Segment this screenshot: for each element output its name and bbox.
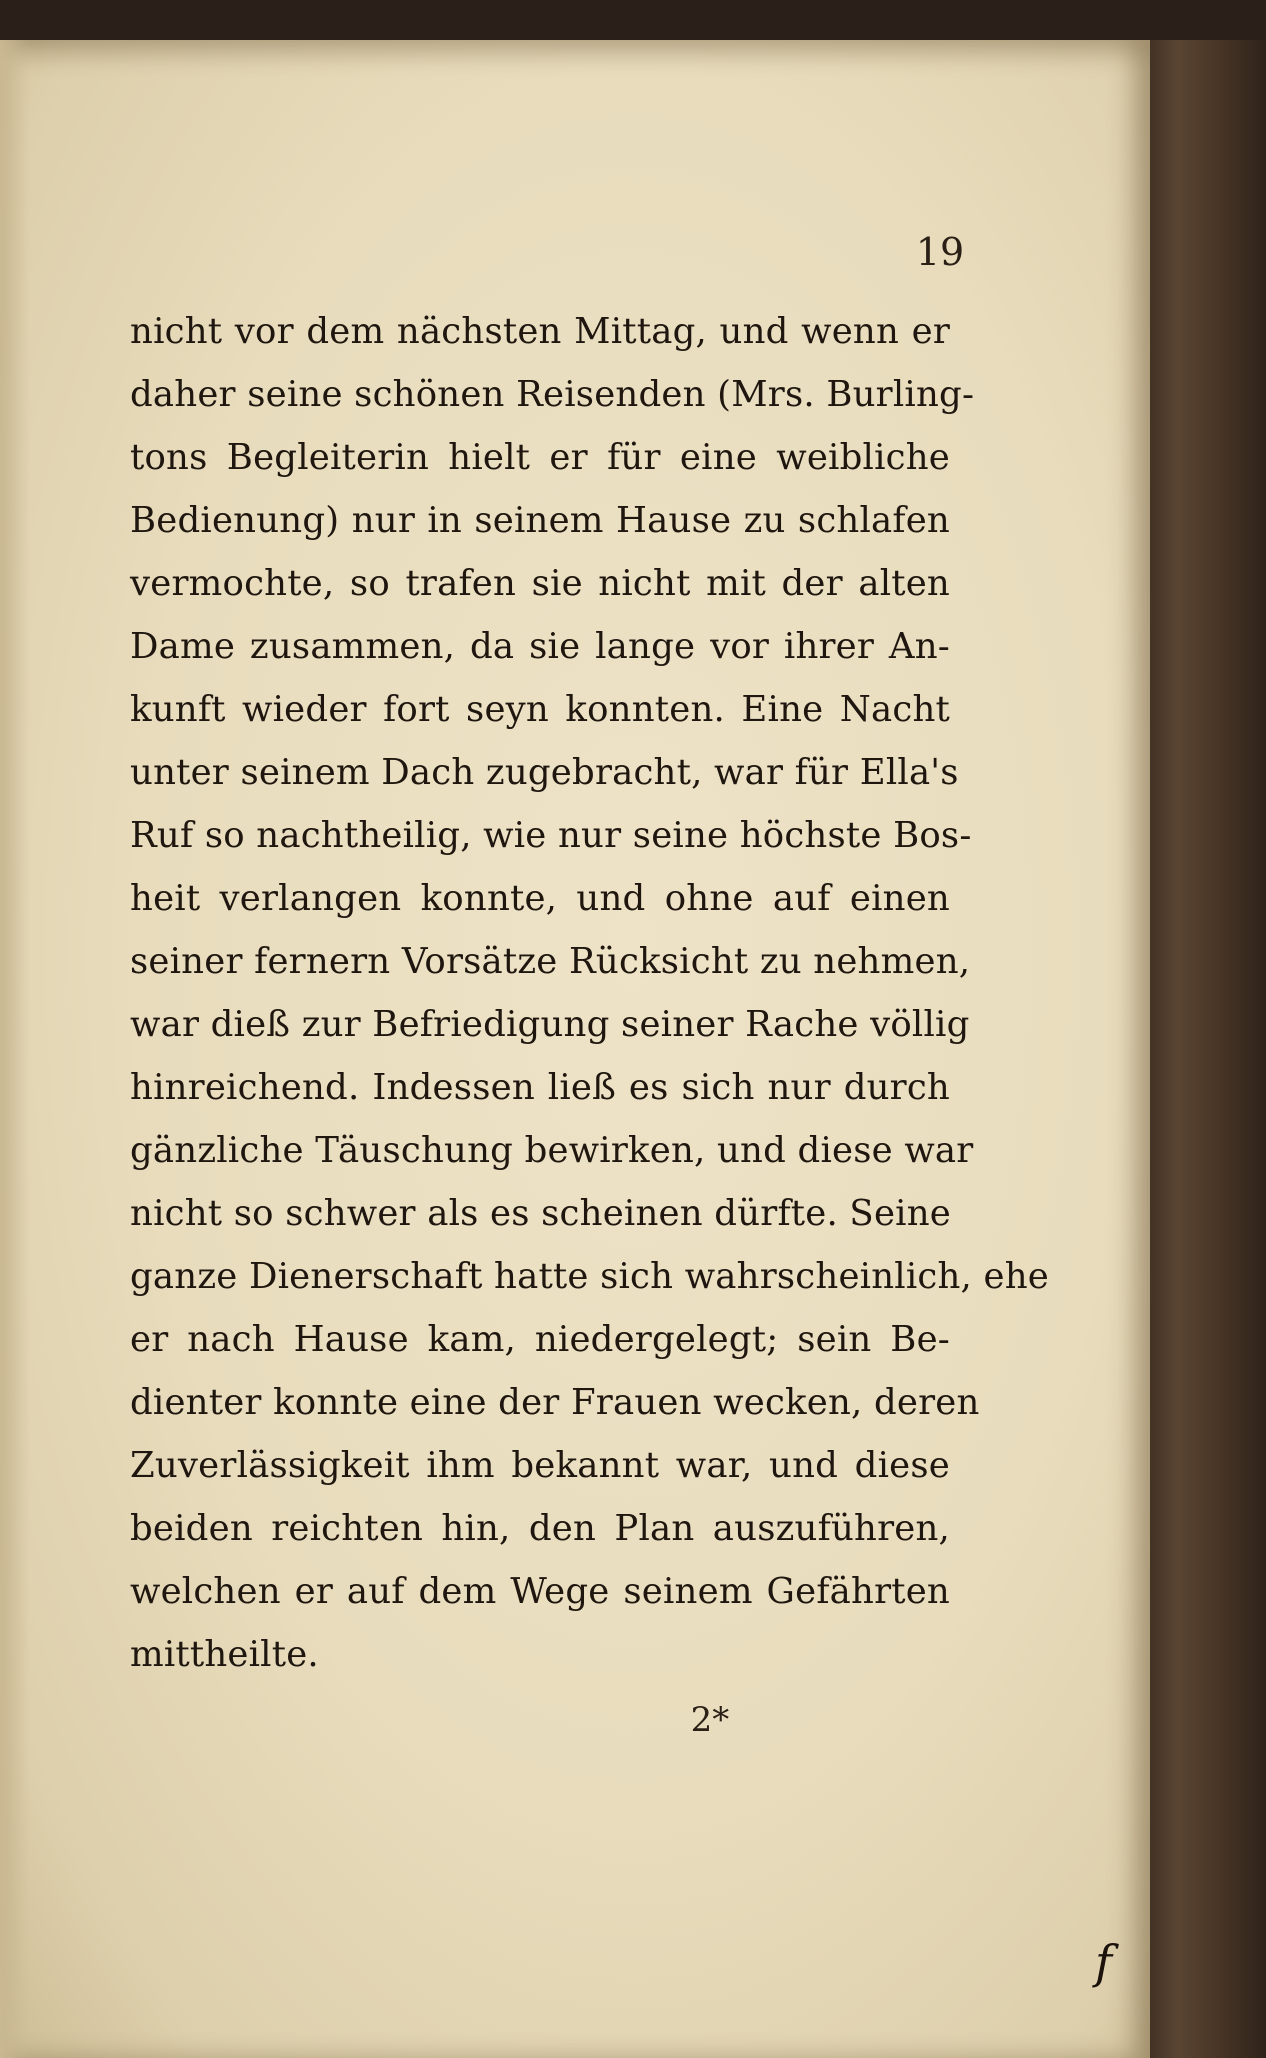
page-gutter	[0, 40, 30, 2058]
text-line: beiden reichten hin, den Plan auszuführen,	[130, 1508, 950, 1549]
text-line-last: mittheilte.	[130, 1634, 319, 1675]
text-line: tons Begleiterin hielt er für eine weibliche	[130, 437, 950, 478]
text-line: war dieß zur Befriedigung seiner Rache völlig	[130, 1004, 970, 1045]
text-line: Bedienung) nur in seinem Hause zu schlafen	[130, 500, 950, 541]
text-line: unter seinem Dach zugebracht, war für Ella's	[130, 752, 959, 793]
text-line: vermochte, so trafen sie nicht mit der alten	[130, 563, 950, 604]
text-line: Ruf so nachtheilig, wie nur seine höchste Bos-	[130, 815, 972, 856]
text-line: hinreichend. Indessen ließ es sich nur durch	[130, 1067, 950, 1108]
printer-signature: 2*	[690, 1700, 730, 1740]
text-line: Zuverlässigkeit ihm bekannt war, und diese	[130, 1445, 950, 1486]
text-line: nicht vor dem nächsten Mittag, und wenn er	[130, 311, 950, 352]
book-cover-edge	[1140, 40, 1266, 2058]
text-line: ganze Dienerschaft hatte sich wahrscheinlich, ehe	[130, 1256, 1049, 1297]
text-line: dienter konnte eine der Frauen wecken, deren	[130, 1382, 980, 1423]
text-line: kunft wieder fort seyn konnten. Eine Nacht	[130, 689, 950, 730]
body-text	[130, 300, 1049, 1686]
text-line: daher seine schönen Reisenden (Mrs. Burling-	[130, 374, 975, 415]
page-number: 19	[915, 230, 965, 274]
text-line: gänzliche Täuschung bewirken, und diese war	[130, 1130, 974, 1171]
text-line: er nach Hause kam, niedergelegt; sein Be-	[130, 1319, 950, 1360]
text-line: Dame zusammen, da sie lange vor ihrer An-	[130, 626, 950, 667]
text-line: seiner fernern Vorsätze Rücksicht zu nehmen,	[130, 941, 971, 982]
text-line: nicht so schwer als es scheinen dürfte. Seine	[130, 1193, 951, 1234]
handwritten-corner-mark: f	[1095, 1935, 1113, 1989]
text-line: welchen er auf dem Wege seinem Gefährten	[130, 1571, 950, 1612]
text-line: heit verlangen konnte, und ohne auf einen	[130, 878, 950, 919]
